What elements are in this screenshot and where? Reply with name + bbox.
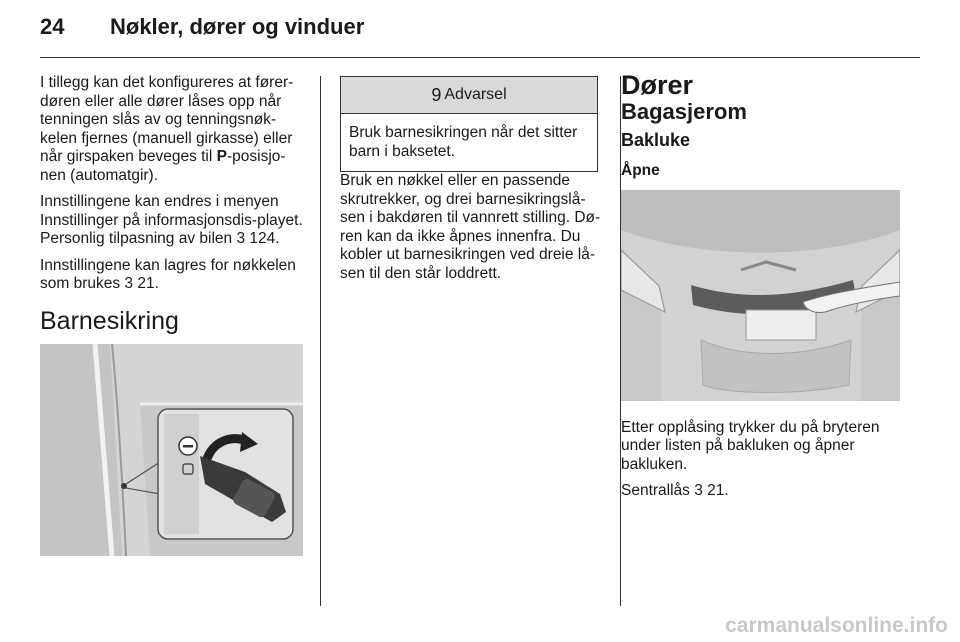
heading-apne: Åpne [621,161,660,179]
page-ref-icon: 3 [124,275,134,292]
column-divider-1 [320,76,321,606]
column-middle [340,74,602,291]
warning-header [341,77,597,114]
page-ref-icon: 3 [236,230,246,247]
watermark: carmanualsonline.info [725,614,948,637]
paragraph-key-settings: Innstillingene kan lagres for nøkkelen som brukes 3 21. [40,256,296,292]
warning-triangle-icon: 9 [431,84,442,105]
warning-text: Bruk barnesikringen når det sitter barn i baksetet. [349,124,578,160]
heading-barnesikring: Barnesikring [40,306,179,335]
heading-bagasjerom: Bagasjerom [621,98,747,124]
warning-title: Advarsel [444,85,507,103]
paragraph-unlock-config: I tillegg kan det konfigureres at fører-døren eller alle dører låses opp når tenningen slås av og tenningsnøk-kelen fjernes (manuell girkasse) eller når girspaken beveges til P-posisjo-nen (automatgir). [40,74,294,184]
child-lock-illustration [40,344,303,556]
page-ref-icon: 3 [694,482,703,499]
heading-dorer: Dører [621,70,694,100]
paragraph-child-lock: Bruk en nøkkel eller en passende skrutrekker, og drei barnesikringslå-sen i bakdøren til vannrett stilling. Dø-ren kan da ikke åpnes innenfra. Du kobler ut barnesikringen ved dreie lå-sen til den står loddrett. [340,172,601,282]
warning-box [340,76,598,172]
paragraph-settings-menu: Innstillingene kan endres i menyen Innstillinger på informasjonsdis-playet. Personlig tilpasning av bilen 3 124. [40,193,303,247]
paragraph-open-tailgate: Etter opplåsing trykker du på bryteren under listen på bakluken og åpner bakluken. [621,418,880,473]
paragraph-central-lock: Sentrallås 3 21. [621,482,729,499]
heading-bakluke: Bakluke [621,130,691,150]
tailgate-illustration [621,190,900,401]
page-title: Nøkler, dører og vinduer [110,14,365,39]
header-rule [40,57,920,58]
column-right [621,70,921,509]
page-number: 24 [40,14,65,39]
column-left [40,74,304,562]
